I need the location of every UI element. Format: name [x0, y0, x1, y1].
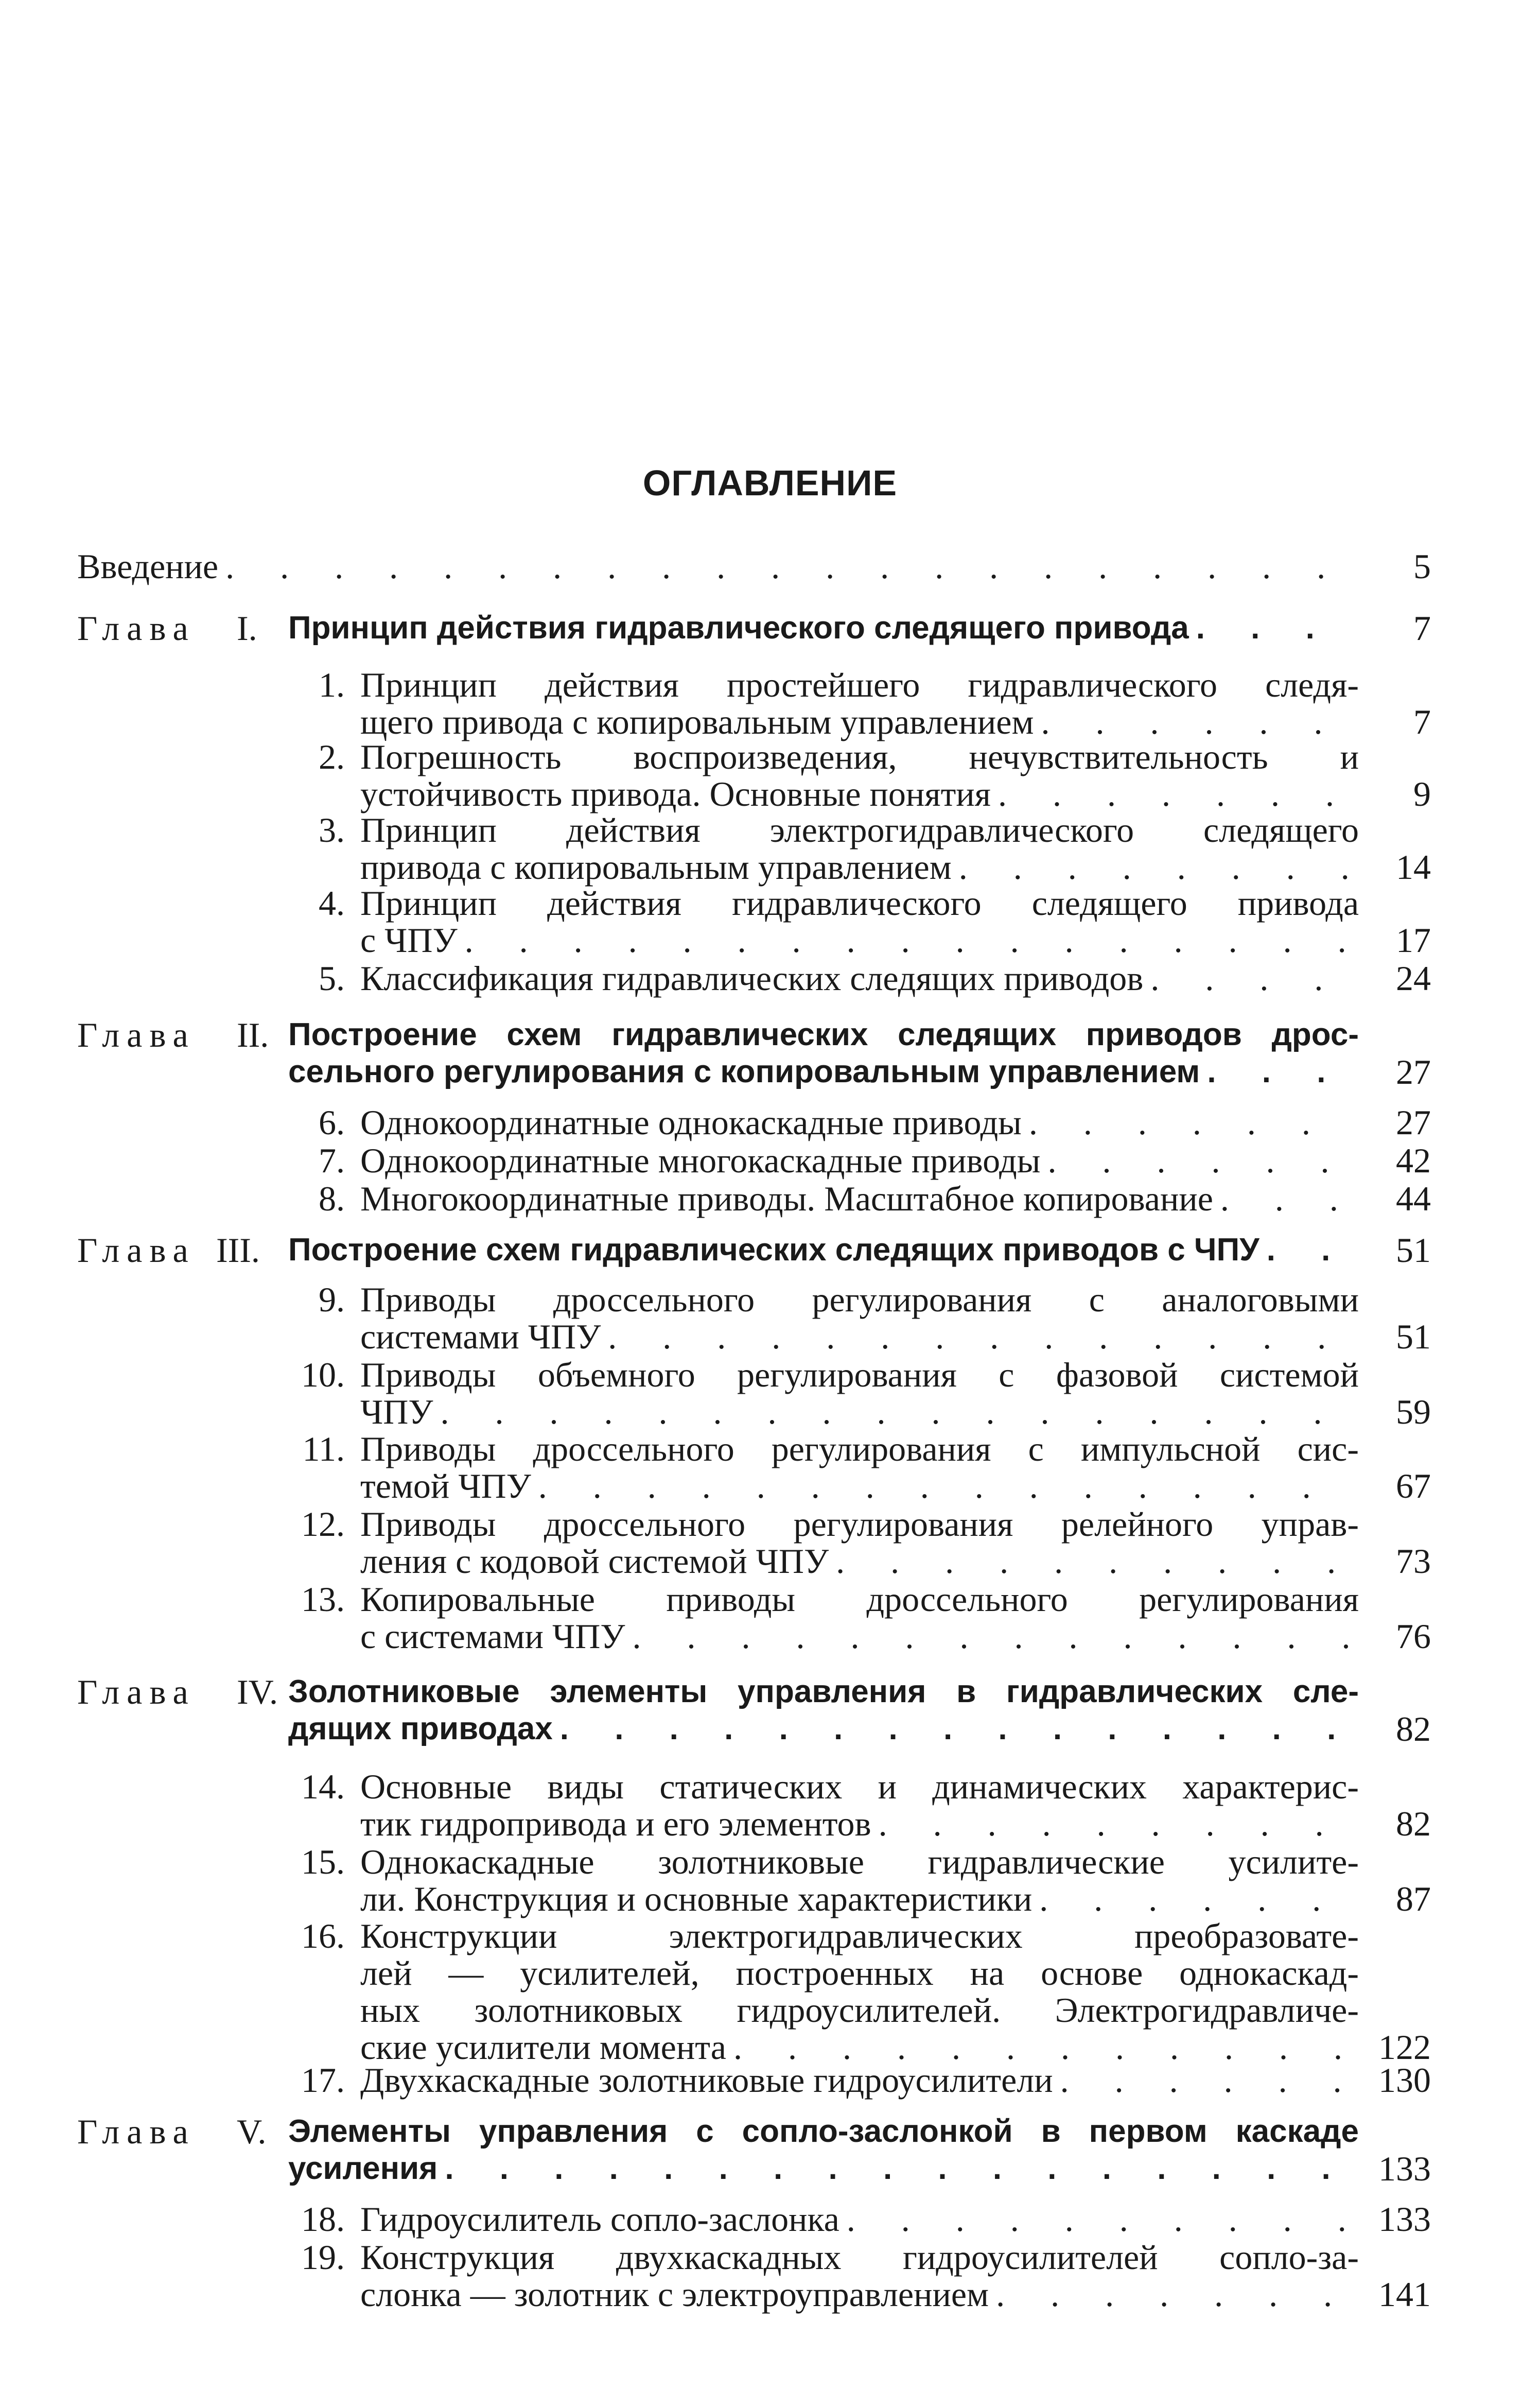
entry-text — [360, 958, 1359, 999]
leader-dots — [836, 1540, 1355, 1582]
entry-text — [360, 1140, 1359, 1181]
entry-text — [360, 1316, 1359, 1357]
section-number: 14. — [301, 1767, 345, 1806]
toc-entry-chapter — [0, 2148, 1540, 2189]
chapter-word: Глава — [77, 2112, 196, 2151]
leader-dots — [440, 1391, 1355, 1432]
page-number: 7 — [1413, 702, 1431, 741]
entry-text — [360, 1540, 1359, 1582]
chapter-number: II. — [237, 1015, 269, 1054]
entry-text-line: системами ЧПУ — [360, 1317, 601, 1356]
section-number: 19. — [301, 2238, 345, 2277]
leader-dots — [1267, 1230, 1355, 1271]
section-number: 18. — [301, 2200, 345, 2239]
entry-text — [360, 1989, 1359, 2031]
entry-text-line: Основные виды статических и динамических характерис- — [360, 1767, 1359, 1806]
toc-entry-section — [0, 2198, 1540, 2240]
page-number: 82 — [1396, 1804, 1431, 1843]
toc-entry-section — [0, 1102, 1540, 1143]
entry-text — [360, 1915, 1359, 1956]
entry-text-line: Элементы управления с сопло-заслонкой в первом каскаде — [288, 2114, 1359, 2149]
entry-text — [288, 1671, 1359, 1712]
entry-text — [288, 1014, 1359, 1055]
entry-text-line: привода с копировальным управлением — [360, 847, 952, 887]
toc-entry-section — [0, 1878, 1540, 1919]
toc-entry-section — [0, 920, 1540, 961]
toc-entry-section — [0, 1989, 1540, 2031]
entry-text — [360, 1803, 1359, 1844]
toc-entry-chapter — [0, 608, 1540, 649]
leader-dots — [608, 1316, 1355, 1357]
toc-entry-section — [0, 664, 1540, 705]
section-number: 5. — [319, 959, 345, 998]
toc-entry-section — [0, 1279, 1540, 1320]
page-number: 14 — [1396, 847, 1431, 887]
toc-entry-section — [0, 1140, 1540, 1181]
section-number: 10. — [301, 1355, 345, 1394]
entry-text-line: сельного регулирования с копировальным управлением — [288, 1054, 1200, 1089]
page-number: 7 — [1413, 609, 1431, 648]
entry-text-line: Гидроусилитель сопло-заслонка — [360, 2200, 839, 2239]
entry-text-line: Конструкции электрогидравлических преобразовате- — [360, 1916, 1359, 1955]
entry-text-line: Золотниковые элементы управления в гидравлических сле- — [288, 1674, 1359, 1709]
section-number: 17. — [301, 2060, 345, 2100]
toc-entry-section — [0, 1766, 1540, 1807]
toc-entry-section — [0, 1616, 1540, 1657]
entry-text — [360, 1391, 1359, 1432]
leader-dots — [225, 546, 1355, 587]
leader-dots — [1220, 1178, 1355, 1219]
toc-entry-section — [0, 1579, 1540, 1620]
section-number: 16. — [301, 1916, 345, 1955]
entry-text-line: с ЧПУ — [360, 921, 458, 960]
entry-text-line: Приводы объемного регулирования с фазовой системой — [360, 1355, 1359, 1394]
chapter-word: Глава — [77, 1231, 196, 1270]
entry-text-line: Погрешность воспроизведения, нечувствительность и — [360, 737, 1359, 776]
entry-text — [360, 1178, 1359, 1219]
entry-text — [360, 882, 1359, 924]
leader-dots — [1060, 2059, 1355, 2101]
toc-entry-section — [0, 846, 1540, 888]
section-number: 7. — [319, 1141, 345, 1180]
page-number: 59 — [1396, 1392, 1431, 1431]
entry-text-line: дящих приводах — [288, 1711, 553, 1746]
leader-dots — [632, 1616, 1355, 1657]
entry-text — [288, 2111, 1359, 2152]
leader-dots — [847, 2198, 1355, 2240]
chapter-number: IV. — [237, 1672, 278, 1711]
entry-text-line: Однокоординатные многокаскадные приводы — [360, 1141, 1041, 1180]
page-number: 17 — [1396, 921, 1431, 960]
page-number: 82 — [1396, 1709, 1431, 1748]
entry-text — [360, 920, 1359, 961]
toc-entry-intro — [0, 546, 1540, 587]
entry-text — [360, 773, 1359, 815]
entry-text — [360, 1102, 1359, 1143]
entry-text — [360, 1952, 1359, 1994]
leader-dots — [560, 1708, 1355, 1750]
entry-text — [360, 1428, 1359, 1469]
leader-dots — [998, 773, 1355, 815]
entry-text — [360, 2274, 1359, 2315]
toc-entry-section — [0, 1391, 1540, 1432]
toc-entry-chapter — [0, 1051, 1540, 1093]
toc-entry-section — [0, 809, 1540, 851]
toc-entry-section — [0, 2059, 1540, 2101]
toc-entry-section — [0, 736, 1540, 777]
page-number: 51 — [1396, 1231, 1431, 1270]
entry-text-line: Двухкаскадные золотниковые гидроусилители — [360, 2060, 1053, 2100]
entry-text — [77, 546, 1359, 587]
chapter-word: Глава — [77, 1672, 196, 1711]
entry-text-line: Принцип действия электрогидравлического следящего — [360, 810, 1359, 850]
page-number: 133 — [1378, 2149, 1431, 2188]
section-number: 12. — [301, 1504, 345, 1544]
leader-dots — [1196, 608, 1355, 649]
leader-dots — [1207, 1051, 1355, 1093]
chapter-number: V. — [237, 2112, 267, 2151]
entry-text — [288, 1051, 1359, 1093]
page-number: 44 — [1396, 1179, 1431, 1218]
entry-text-line: слонка — золотник с электроуправлением — [360, 2275, 989, 2314]
entry-text-line: ления с кодовой системой ЧПУ — [360, 1542, 829, 1581]
page-number: 141 — [1378, 2275, 1431, 2314]
page-number: 122 — [1378, 2028, 1431, 2067]
entry-text — [288, 1230, 1359, 1271]
entry-text — [360, 809, 1359, 851]
toc-entry-section — [0, 958, 1540, 999]
page-number: 76 — [1396, 1617, 1431, 1656]
entry-text-line: Принцип действия простейшего гидравлического следя- — [360, 665, 1359, 704]
entry-text-line: усиления — [288, 2151, 438, 2186]
section-number: 1. — [319, 665, 345, 704]
leader-dots — [879, 1803, 1355, 1844]
leader-dots — [538, 1465, 1355, 1506]
section-number: 4. — [319, 884, 345, 923]
entry-text — [360, 2059, 1359, 2101]
entry-text-line: Приводы дроссельного регулирования с аналоговыми — [360, 1280, 1359, 1319]
entry-text — [360, 846, 1359, 888]
entry-text-line: щего привода с копировальным управлением — [360, 702, 1034, 741]
toc-entry-section — [0, 882, 1540, 924]
entry-text-line: Многокоординатные приводы. Масштабное копирование — [360, 1179, 1213, 1218]
toc-entry-section — [0, 1316, 1540, 1357]
toc-entry-chapter — [0, 1014, 1540, 1055]
entry-text — [360, 1766, 1359, 1807]
toc-entry-section — [0, 1428, 1540, 1469]
page-number: 42 — [1396, 1141, 1431, 1180]
entry-text-line: ли. Конструкция и основные характеристики — [360, 1879, 1032, 1918]
entry-text-line: Построение схем гидравлических следящих приводов с ЧПУ — [288, 1232, 1259, 1268]
chapter-number: I. — [237, 609, 257, 648]
entry-text — [360, 1354, 1359, 1395]
section-number: 9. — [319, 1280, 345, 1319]
page-number: 5 — [1413, 547, 1431, 586]
page-number: 67 — [1396, 1466, 1431, 1505]
page-number: 51 — [1396, 1317, 1431, 1356]
toc-entry-chapter — [0, 1230, 1540, 1271]
entry-text-line: Однокоординатные однокаскадные приводы — [360, 1103, 1022, 1142]
entry-text-line: ские усилители момента — [360, 2028, 726, 2067]
entry-text-line: Принцип действия гидравлического следящего привода — [288, 610, 1189, 646]
entry-text — [360, 1841, 1359, 1882]
entry-text-line: Конструкция двухкаскадных гидроусилителей сопло-за- — [360, 2238, 1359, 2277]
entry-text-line: Построение схем гидравлических следящих приводов дрос- — [288, 1017, 1359, 1052]
entry-text-line: устойчивость привода. Основные понятия — [360, 774, 991, 813]
toc-entry-section — [0, 773, 1540, 815]
chapter-word: Глава — [77, 609, 196, 648]
toc-entry-section — [0, 1952, 1540, 1994]
entry-text-line: тик гидропривода и его элементов — [360, 1804, 871, 1843]
leader-dots — [1029, 1102, 1355, 1143]
section-number: 3. — [319, 810, 345, 850]
leader-dots — [465, 920, 1355, 961]
page-number: 133 — [1378, 2200, 1431, 2239]
entry-text — [360, 2198, 1359, 2240]
leader-dots — [1039, 1878, 1355, 1919]
toc-entry-section — [0, 1465, 1540, 1506]
page-title: ОГЛАВЛЕНИЕ — [642, 463, 898, 503]
page-number: 27 — [1396, 1103, 1431, 1142]
entry-text — [360, 1503, 1359, 1545]
entry-text — [288, 608, 1359, 649]
chapter-word: Глава — [77, 1015, 196, 1054]
entry-text-line: темой ЧПУ — [360, 1466, 531, 1505]
section-number: 2. — [319, 737, 345, 776]
leader-dots — [959, 846, 1355, 888]
entry-text — [360, 736, 1359, 777]
entry-text-line: ных золотниковых гидроусилителей. Электрогидравличе- — [360, 1990, 1359, 2030]
entry-text — [360, 664, 1359, 705]
toc-entry-chapter — [0, 1671, 1540, 1712]
entry-text-line: лей — усилителей, построенных на основе однокаскад- — [360, 1953, 1359, 1993]
leader-dots — [1047, 1140, 1355, 1181]
toc-entry-chapter — [0, 2111, 1540, 2152]
entry-text — [360, 1279, 1359, 1320]
entry-text — [360, 1616, 1359, 1657]
entry-text-line: Приводы дроссельного регулирования релейного управ- — [360, 1504, 1359, 1544]
toc-entry-section — [0, 1915, 1540, 1956]
page-number: 130 — [1378, 2060, 1431, 2100]
leader-dots — [445, 2148, 1355, 2189]
leader-dots — [1150, 958, 1355, 999]
section-number: 13. — [301, 1580, 345, 1619]
page-number: 24 — [1396, 959, 1431, 998]
entry-text — [360, 1579, 1359, 1620]
entry-text-line: ЧПУ — [360, 1392, 433, 1431]
toc-entry-section — [0, 2237, 1540, 2278]
toc-entry-section — [0, 1540, 1540, 1582]
entry-text-line: с системами ЧПУ — [360, 1617, 625, 1656]
section-number: 11. — [302, 1429, 345, 1468]
section-number: 6. — [319, 1103, 345, 1142]
entry-text — [360, 1465, 1359, 1506]
entry-text-line: Однокаскадные золотниковые гидравлические усилите- — [360, 1842, 1359, 1881]
entry-text-line: Введение — [77, 547, 219, 586]
toc-entry-section — [0, 1803, 1540, 1844]
entry-text-line: Классификация гидравлических следящих приводов — [360, 959, 1144, 998]
entry-text-line: Принцип действия гидравлического следящего привода — [360, 884, 1359, 923]
entry-text — [360, 1878, 1359, 1919]
toc-entry-section — [0, 1841, 1540, 1882]
page-number: 73 — [1396, 1542, 1431, 1581]
toc-entry-chapter — [0, 1708, 1540, 1750]
toc-entry-section — [0, 2274, 1540, 2315]
entry-text — [288, 2148, 1359, 2189]
entry-text — [360, 2237, 1359, 2278]
page-number: 9 — [1413, 774, 1431, 813]
toc-entry-section — [0, 1354, 1540, 1395]
entry-text-line: Копировальные приводы дроссельного регулирования — [360, 1580, 1359, 1619]
toc-entry-section — [0, 1503, 1540, 1545]
entry-text-line: Приводы дроссельного регулирования с импульсной сис- — [360, 1429, 1359, 1468]
page-number: 27 — [1396, 1052, 1431, 1092]
toc-entry-section — [0, 1178, 1540, 1219]
page-number: 87 — [1396, 1879, 1431, 1918]
leader-dots — [996, 2274, 1355, 2315]
section-number: 15. — [301, 1842, 345, 1881]
entry-text — [288, 1708, 1359, 1750]
chapter-number: III. — [216, 1231, 260, 1270]
section-number: 8. — [319, 1179, 345, 1218]
